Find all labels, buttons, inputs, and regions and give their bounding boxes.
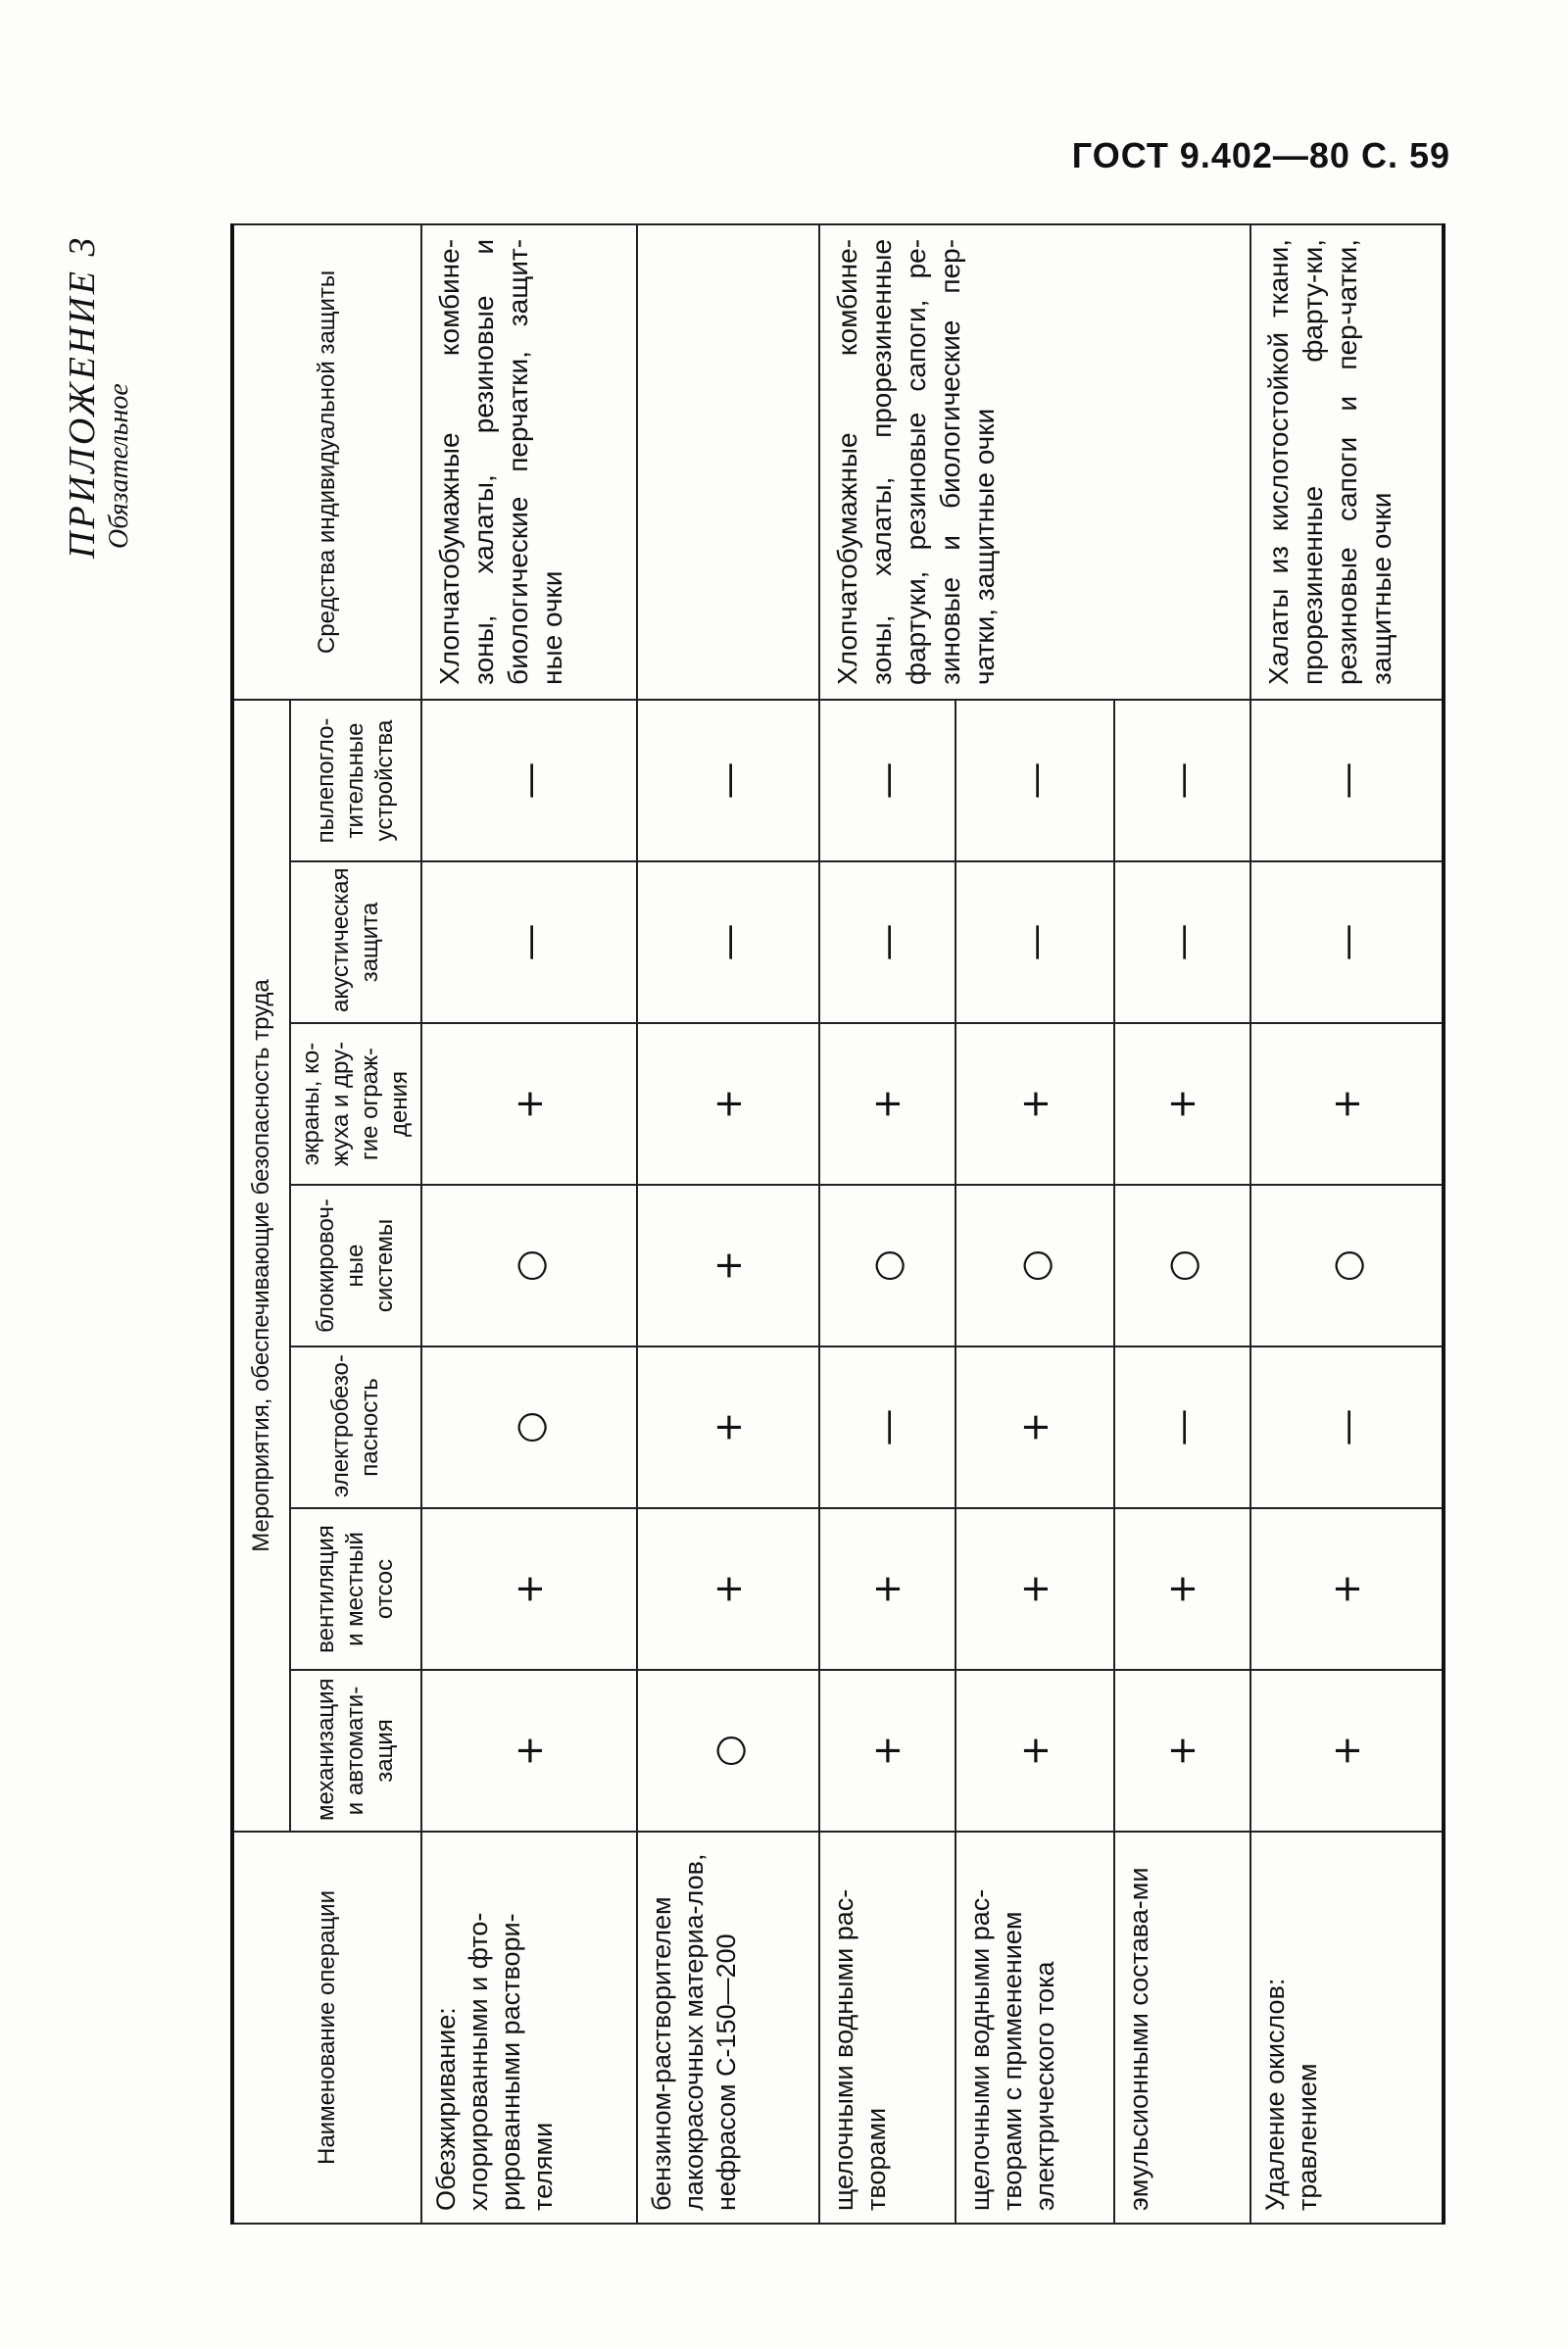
header-measure: электробезо-пасность [290, 1346, 421, 1508]
header-ppe: Средства индивидуальной защиты [232, 224, 421, 700]
ppe-cell-empty [637, 224, 818, 700]
mark-cell: + [1114, 1508, 1250, 1670]
mark-cell: + [1114, 1670, 1250, 1832]
header-measure: механизация и автомати-зация [290, 1670, 421, 1832]
mark-cell: + [637, 1185, 818, 1346]
ppe-cell [819, 224, 1250, 700]
mark-cell: — [421, 700, 637, 861]
mark-cell: — [637, 700, 818, 861]
ppe-cell [1250, 224, 1444, 700]
ppe-text: Халаты из кислотостойкой ткани, прорезиненные фарту-ки, резиновые сапоги и пер-чатки, защитные очки [1262, 238, 1396, 685]
mark-cell: + [956, 1346, 1114, 1508]
mark-cell: + [421, 1508, 637, 1670]
mark-cell: + [421, 1670, 637, 1832]
mark-cell: — [1250, 700, 1444, 861]
mark-cell: ○ [819, 1185, 956, 1346]
operation-cell: Обезжиривание: хлорированными и фто-рированными раствори-телями [421, 1832, 637, 2224]
mark-cell: ○ [956, 1185, 1114, 1346]
mark-cell: — [1250, 1346, 1444, 1508]
appendix-subtitle: Обязательное [104, 383, 134, 549]
mark-cell: ○ [1250, 1185, 1444, 1346]
mark-cell: — [637, 861, 818, 1023]
mark-cell: + [637, 1346, 818, 1508]
mark-cell: — [1114, 861, 1250, 1023]
header-measure: экраны, ко-жуха и дру-гие ограж-дения [290, 1023, 421, 1185]
mark-cell: — [1250, 861, 1444, 1023]
mark-cell: — [1114, 1346, 1250, 1508]
operation-cell: щелочными водными рас-творами [819, 1832, 956, 2224]
ppe-text: Хлопчатобумажные комбине-зоны, халаты, прорезиненные фартуки, резиновые сапоги, ре-зиновые и биологические пер-чатки, защитные очки [831, 238, 1000, 685]
header-operation: Наименование операции [232, 1832, 421, 2224]
mark-cell: ○ [421, 1346, 637, 1508]
mark-cell: + [956, 1023, 1114, 1185]
table-row [1250, 224, 1444, 2224]
table-row [637, 224, 818, 2224]
mark-cell: + [956, 1508, 1114, 1670]
operation-cell: бензином-растворителем лакокрасочных материа-лов, нефрасом С-150—200 [637, 1832, 818, 2224]
mark-cell: + [956, 1670, 1114, 1832]
page-header: ГОСТ 9.402—80 С. 59 [1071, 135, 1450, 175]
table-row [819, 224, 956, 2224]
mark-cell: — [1114, 700, 1250, 861]
appendix-label [61, 206, 169, 559]
header-measure: пылепогло-тительные устройства [290, 700, 421, 861]
mark-cell: — [956, 700, 1114, 861]
rotated-table-wrapper [230, 225, 1446, 2225]
operation-cell: эмульсионными состава-ми [1114, 1832, 1250, 2224]
header-measures-group: Мероприятия, обеспечивающие безопасность труда [232, 700, 290, 1832]
mark-cell: — [819, 861, 956, 1023]
appendix-title: ПРИЛОЖЕНИЕ 3 [62, 234, 103, 559]
mark-cell: + [819, 1023, 956, 1185]
mark-cell: ○ [637, 1670, 818, 1832]
operation-cell: Удаление окислов: травлением [1250, 1832, 1444, 2224]
mark-cell: + [1114, 1023, 1250, 1185]
mark-cell: + [421, 1023, 637, 1185]
mark-cell: ○ [421, 1185, 637, 1346]
table-row [421, 224, 637, 2224]
mark-cell: + [1250, 1670, 1444, 1832]
mark-cell: — [956, 861, 1114, 1023]
mark-cell: + [1250, 1023, 1444, 1185]
ppe-text: Хлопчатобумажные комбине-зоны, халаты, резиновые и биологические перчатки, защит-ные очки [434, 238, 567, 685]
header-measure: вентиляция и местный отсос [290, 1508, 421, 1670]
mark-cell: — [819, 700, 956, 861]
mark-cell: — [819, 1346, 956, 1508]
operation-cell: щелочными водными рас-творами с применением электрического тока [956, 1832, 1114, 2224]
mark-cell: + [819, 1670, 956, 1832]
header-measure: акустическая защита [290, 861, 421, 1023]
mark-cell: — [421, 861, 637, 1023]
mark-cell: + [637, 1508, 818, 1670]
header-measure: блокировоч-ные системы [290, 1185, 421, 1346]
safety-measures-table [230, 223, 1446, 2225]
mark-cell: ○ [1114, 1185, 1250, 1346]
ppe-cell [421, 224, 637, 700]
mark-cell: + [1250, 1508, 1444, 1670]
mark-cell: + [819, 1508, 956, 1670]
mark-cell: + [637, 1023, 818, 1185]
